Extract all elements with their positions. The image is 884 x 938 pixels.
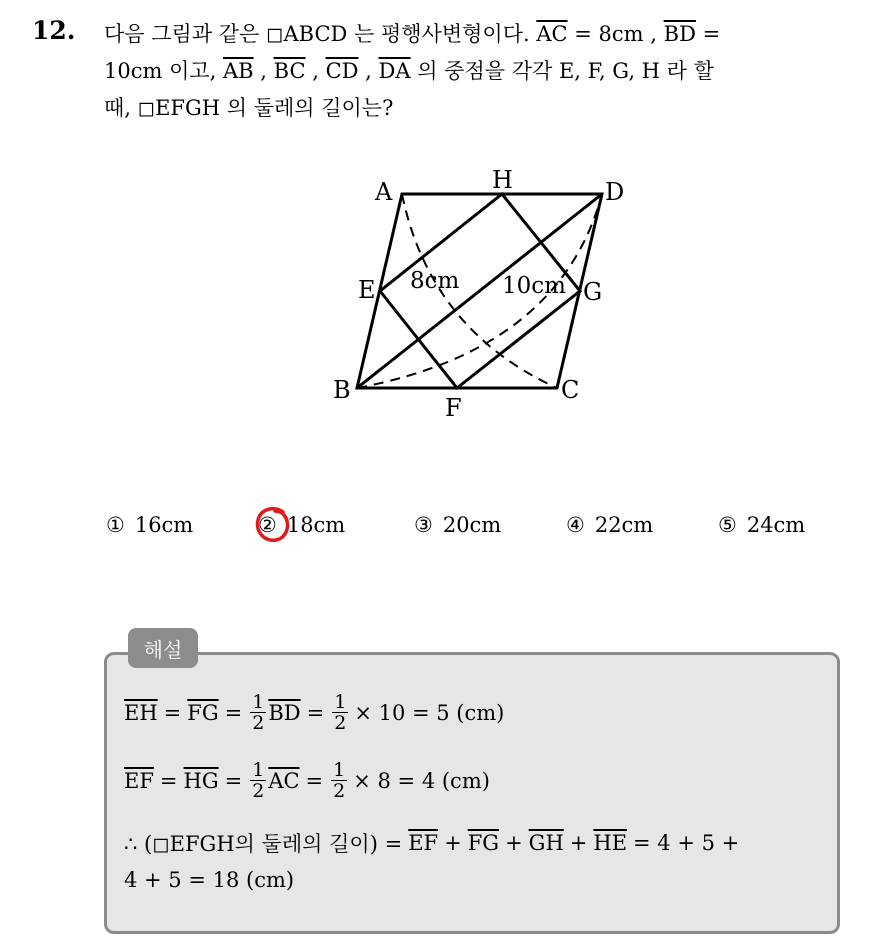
selected-answer-mark-icon [253,505,293,545]
segment-ab: $\overline{AB}$ [223,59,254,83]
label-f: F [445,394,462,422]
label-b: B [333,376,351,404]
question-text [104,16,864,127]
segment-bd: $\overline{BD}$ [663,22,696,46]
segment-cd: $\overline{CD}$ [325,59,359,83]
choice-2[interactable]: ② 18cm [258,513,346,537]
question-line-1: 다음 그림과 같은 ◻ABCD 는 평행사변형이다. $\overline{AC} = 8cm$ , $\overline{BD}$ = [104,22,721,46]
label-e: E [358,276,376,304]
fraction: $\frac{1}{2}$ [334,691,347,734]
answer-choices [106,513,846,553]
solution-line-2: $\overline{EF}$ = $\overline{HG}$ = $\frac{1}{2}$ $\overline{AC}$ = $\frac{1}{2}$ × 8 = 4 (cm) [124,759,490,802]
fraction: $\frac{1}{2}$ [252,691,265,734]
choice-1[interactable]: ① 16cm [106,513,194,537]
question-number: 12. [32,16,76,45]
choice-5[interactable]: ⑤ 24cm [718,513,806,537]
label-h: H [492,166,513,194]
solution-tab: 해설 [128,628,198,668]
question-line-3: 때, ◻EFGH 의 둘레의 길이는? [104,96,394,120]
label-g: G [583,278,603,306]
segment-bc: $\overline{BC}$ [273,59,306,83]
choice-4[interactable]: ④ 22cm [566,513,654,537]
solution-line-1: $\overline{EH}$ = $\overline{FG}$ = $\frac{1}{2}$ $\overline{BD}$ = $\frac{1}{2}$ × 10 = 5 (cm) [124,691,505,734]
label-len-ac: 8cm [410,268,460,294]
solution-line-4: 4 + 5 = 18 (cm) [124,868,295,892]
figure-svg [300,150,660,430]
label-a: A [375,178,393,206]
label-len-bd: 10cm [502,273,566,299]
question-line-2: 10cm 이고, $\overline{AB}$ , $\overline{BC}$ , $\overline{CD}$ , $\overline{DA}$ 의 중점을 각각 E, F, G, H 라 할 [104,59,714,83]
segment-ac: $\overline{AC}$ [536,22,568,46]
choice-3[interactable]: ③ 20cm [414,513,502,537]
fraction: $\frac{1}{2}$ [252,759,265,802]
parallelogram-figure [300,150,660,430]
label-d: D [605,178,625,206]
solution-line-3: ∴ (◻EFGH의 둘레의 길이) = $\overline{EF}$ + $\overline{FG}$ + $\overline{GH}$ + $\overline{HE}$ = 4 + 5 + [124,831,740,856]
label-c: C [561,376,580,404]
segment-da: $\overline{DA}$ [378,59,411,83]
fraction: $\frac{1}{2}$ [333,759,346,802]
